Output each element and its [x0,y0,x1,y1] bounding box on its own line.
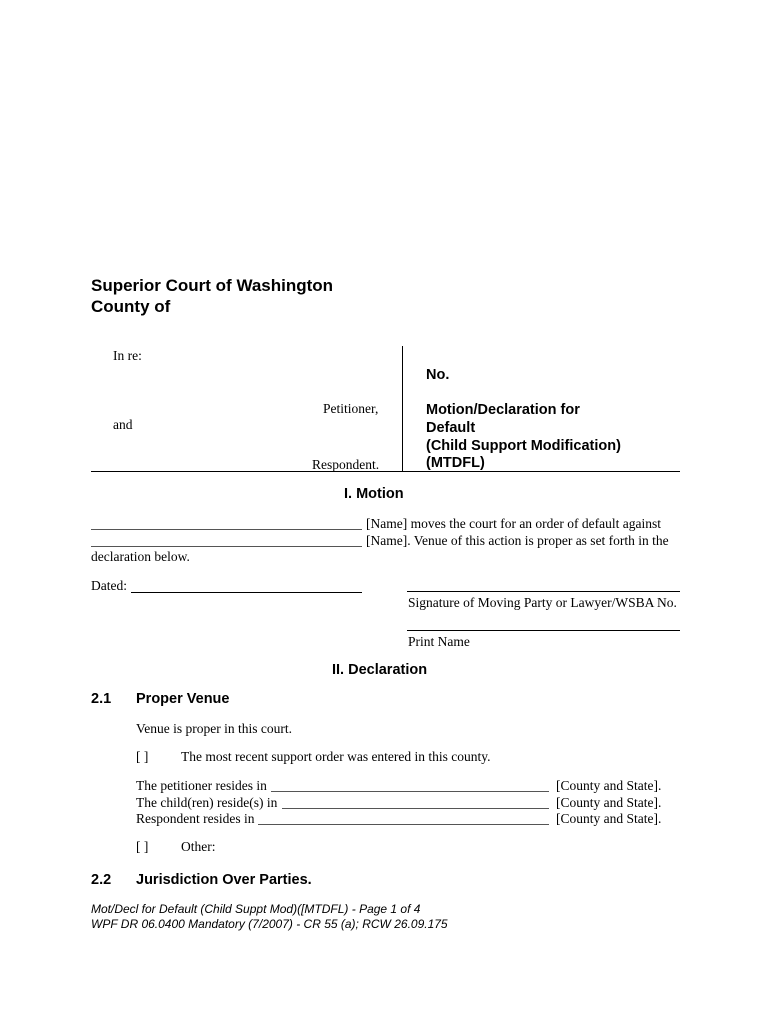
dated-line[interactable] [131,592,362,593]
motion-heading: I. Motion [344,486,404,502]
caption-divider-horizontal [91,471,680,472]
respondent-resides-label: Respondent resides in [136,811,255,826]
signature-label: Signature of Moving Party or Lawyer/WSBA No. [408,595,677,610]
and-label: and [113,417,133,432]
respondent-label: Respondent. [312,457,380,472]
defaulting-party-name-line[interactable] [91,546,362,547]
document-title-line1: Motion/Declaration for [426,402,580,418]
caption-divider-vertical [402,346,403,471]
respondent-county-line[interactable] [258,824,549,825]
signature-line[interactable] [407,591,680,592]
other-checkbox[interactable]: [ ] [136,839,149,854]
dated-label: Dated: [91,578,127,593]
child-county-line[interactable] [282,808,549,809]
declaration-heading: II. Declaration [332,662,428,678]
print-name-label: Print Name [408,634,470,649]
county-label: County of [91,297,171,316]
respondent-county-state-label: [County and State]. [556,811,662,826]
footer-page-info: Mot/Decl for Default (Child Suppt Mod)([MTDFL) - Page 1 of 4 [91,902,421,916]
other-label: Other: [181,839,216,854]
footer-form-info: WPF DR 06.0400 Mandatory (7/2007) - CR 55 (a); RCW 26.09.175 [91,917,448,931]
document-title-line2: Default [426,420,476,436]
print-name-line[interactable] [407,630,680,631]
venue-text: Venue is proper in this court. [136,721,292,736]
in-re-label: In re: [113,348,142,363]
document-title-line3: (Child Support Modification) [426,438,621,454]
case-number-label: No. [426,367,450,383]
section-2-1-number: 2.1 [91,691,112,707]
child-resides-label: The child(ren) reside(s) in [136,795,278,810]
petitioner-label: Petitioner, [323,401,379,416]
section-2-2-title: Jurisdiction Over Parties. [136,872,312,888]
court-name: Superior Court of Washington [91,276,334,295]
document-title-line4: (MTDFL) [426,455,485,471]
petitioner-resides-label: The petitioner resides in [136,778,267,793]
section-2-2-number: 2.2 [91,872,112,888]
petitioner-county-state-label: [County and State]. [556,778,662,793]
section-2-1-title: Proper Venue [136,691,230,707]
moving-party-name-line[interactable] [91,529,362,530]
motion-text-line2: [Name]. Venue of this action is proper as set forth in the [366,533,669,548]
petitioner-county-line[interactable] [271,791,549,792]
child-county-state-label: [County and State]. [556,795,662,810]
support-order-text: The most recent support order was entered in this county. [181,749,491,764]
support-order-checkbox[interactable]: [ ] [136,749,149,764]
motion-text-line3: declaration below. [91,549,190,564]
motion-text-line1: [Name] moves the court for an order of default against [366,516,662,531]
